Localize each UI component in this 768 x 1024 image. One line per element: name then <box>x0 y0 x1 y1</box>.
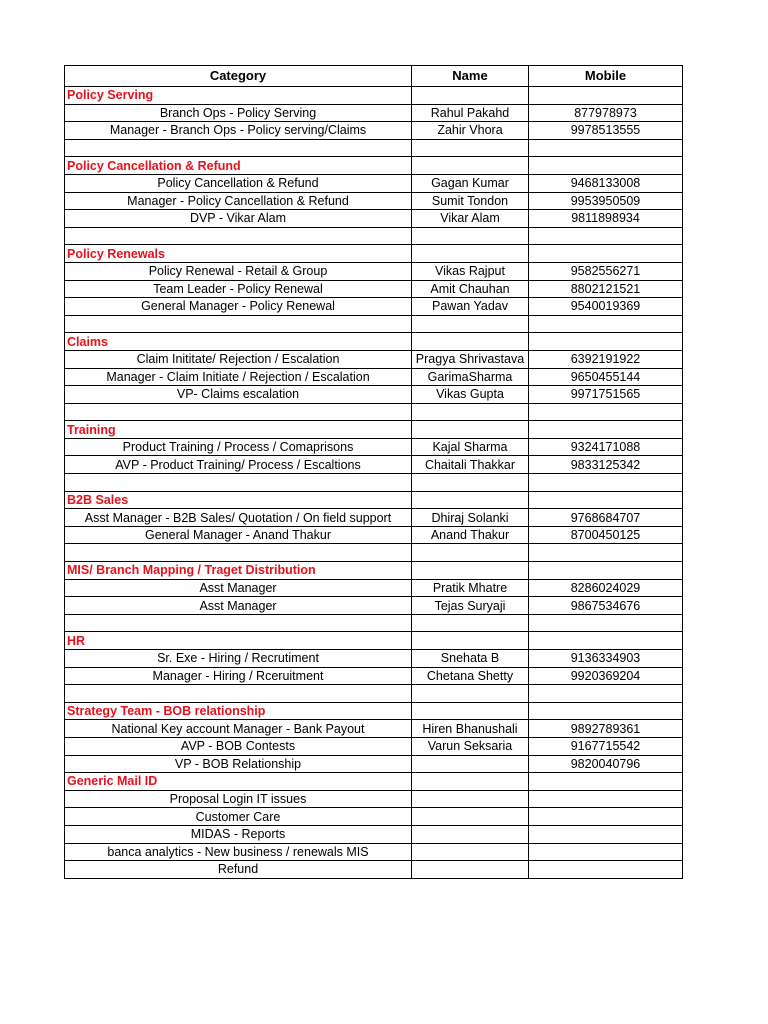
table-row <box>65 350 683 368</box>
mobile-cell: 9468133008 <box>529 174 683 192</box>
mobile-cell <box>529 790 683 808</box>
mobile-cell: 9833125342 <box>529 456 683 474</box>
mobile-cell: 9136334903 <box>529 650 683 668</box>
section-header-row <box>65 702 683 720</box>
name-cell <box>412 562 529 580</box>
name-cell: Hiren Bhanushali <box>412 720 529 738</box>
table-row <box>65 104 683 122</box>
category-cell: Claim Inititate/ Rejection / Escalation <box>65 350 412 368</box>
category-cell: Policy Renewal - Retail & Group <box>65 262 412 280</box>
table-row <box>65 650 683 668</box>
name-cell <box>412 614 529 632</box>
name-cell <box>412 808 529 826</box>
section-title: Generic Mail ID <box>65 773 412 791</box>
mobile-cell: 9650455144 <box>529 368 683 386</box>
mobile-cell: 9820040796 <box>529 755 683 773</box>
name-cell: Chetana Shetty <box>412 667 529 685</box>
category-cell: AVP - Product Training/ Process / Escaltions <box>65 456 412 474</box>
mobile-cell <box>529 843 683 861</box>
header-name: Name <box>412 66 529 87</box>
name-cell <box>412 825 529 843</box>
name-cell <box>412 544 529 562</box>
section-title: Policy Renewals <box>65 245 412 263</box>
table-row <box>65 843 683 861</box>
table-row <box>65 386 683 404</box>
name-cell: Pawan Yadav <box>412 298 529 316</box>
name-cell: Varun Seksaria <box>412 737 529 755</box>
category-cell: DVP - Vikar Alam <box>65 210 412 228</box>
category-cell: Manager - Branch Ops - Policy serving/Claims <box>65 122 412 140</box>
category-cell: Product Training / Process / Comaprisons <box>65 438 412 456</box>
name-cell: Pratik Mhatre <box>412 579 529 597</box>
section-title: Training <box>65 421 412 439</box>
blank-row <box>65 474 683 492</box>
mobile-cell: 877978973 <box>529 104 683 122</box>
name-cell: Vikas Gupta <box>412 386 529 404</box>
mobile-cell <box>529 87 683 105</box>
table-row <box>65 122 683 140</box>
category-cell: General Manager - Anand Thakur <box>65 526 412 544</box>
blank-row <box>65 227 683 245</box>
mobile-cell: 9892789361 <box>529 720 683 738</box>
name-cell: Rahul Pakahd <box>412 104 529 122</box>
name-cell <box>412 315 529 333</box>
table-row <box>65 825 683 843</box>
table-row <box>65 597 683 615</box>
mobile-cell <box>529 544 683 562</box>
mobile-cell <box>529 685 683 703</box>
name-cell <box>412 403 529 421</box>
category-cell: Asst Manager <box>65 579 412 597</box>
section-header-row <box>65 632 683 650</box>
category-cell: Refund <box>65 861 412 879</box>
mobile-cell <box>529 614 683 632</box>
mobile-cell: 9971751565 <box>529 386 683 404</box>
mobile-cell: 9167715542 <box>529 737 683 755</box>
mobile-cell <box>529 491 683 509</box>
section-header-row <box>65 245 683 263</box>
mobile-cell: 8802121521 <box>529 280 683 298</box>
table-row <box>65 438 683 456</box>
name-cell: Anand Thakur <box>412 526 529 544</box>
section-title: Policy Serving <box>65 87 412 105</box>
category-cell: MIDAS - Reports <box>65 825 412 843</box>
category-cell: VP - BOB Relationship <box>65 755 412 773</box>
table-row <box>65 790 683 808</box>
section-header-row <box>65 157 683 175</box>
category-cell: Proposal Login IT issues <box>65 790 412 808</box>
mobile-cell <box>529 773 683 791</box>
table-row <box>65 192 683 210</box>
section-title: HR <box>65 632 412 650</box>
name-cell <box>412 87 529 105</box>
name-cell: Chaitali Thakkar <box>412 456 529 474</box>
blank-row <box>65 614 683 632</box>
category-cell: Manager - Claim Initiate / Rejection / Escalation <box>65 368 412 386</box>
table-row <box>65 755 683 773</box>
mobile-cell: 9978513555 <box>529 122 683 140</box>
mobile-cell <box>529 245 683 263</box>
name-cell: Zahir Vhora <box>412 122 529 140</box>
mobile-cell <box>529 227 683 245</box>
category-cell <box>65 685 412 703</box>
contact-table <box>64 65 683 879</box>
blank-row <box>65 544 683 562</box>
mobile-cell: 9953950509 <box>529 192 683 210</box>
name-cell: Dhiraj Solanki <box>412 509 529 527</box>
section-title: Strategy Team - BOB relationship <box>65 702 412 720</box>
name-cell <box>412 843 529 861</box>
category-cell <box>65 315 412 333</box>
category-cell: AVP - BOB Contests <box>65 737 412 755</box>
section-header-row <box>65 491 683 509</box>
name-cell: Sumit Tondon <box>412 192 529 210</box>
category-cell: Manager - Hiring / Rceruitment <box>65 667 412 685</box>
mobile-cell <box>529 632 683 650</box>
table-row <box>65 280 683 298</box>
table-row <box>65 737 683 755</box>
name-cell <box>412 632 529 650</box>
table-row <box>65 667 683 685</box>
name-cell <box>412 491 529 509</box>
category-cell <box>65 227 412 245</box>
table-row <box>65 526 683 544</box>
mobile-cell <box>529 562 683 580</box>
name-cell <box>412 139 529 157</box>
table-row <box>65 456 683 474</box>
category-cell: Asst Manager - B2B Sales/ Quotation / On field support <box>65 509 412 527</box>
mobile-cell <box>529 474 683 492</box>
mobile-cell: 9867534676 <box>529 597 683 615</box>
category-cell: Policy Cancellation & Refund <box>65 174 412 192</box>
section-header-row <box>65 562 683 580</box>
mobile-cell <box>529 333 683 351</box>
mobile-cell <box>529 861 683 879</box>
category-cell: Team Leader - Policy Renewal <box>65 280 412 298</box>
name-cell <box>412 227 529 245</box>
mobile-cell: 8286024029 <box>529 579 683 597</box>
category-cell <box>65 614 412 632</box>
category-cell: banca analytics - New business / renewals MIS <box>65 843 412 861</box>
mobile-cell <box>529 315 683 333</box>
name-cell: GarimaSharma <box>412 368 529 386</box>
mobile-cell <box>529 139 683 157</box>
section-header-row <box>65 87 683 105</box>
category-cell: Branch Ops - Policy Serving <box>65 104 412 122</box>
name-cell: Pragya Shrivastava <box>412 350 529 368</box>
section-title: MIS/ Branch Mapping / Traget Distribution <box>65 562 412 580</box>
table-row <box>65 262 683 280</box>
name-cell <box>412 861 529 879</box>
mobile-cell: 9768684707 <box>529 509 683 527</box>
section-header-row <box>65 773 683 791</box>
mobile-cell: 9811898934 <box>529 210 683 228</box>
section-title: Policy Cancellation & Refund <box>65 157 412 175</box>
name-cell <box>412 773 529 791</box>
blank-row <box>65 403 683 421</box>
mobile-cell: 8700450125 <box>529 526 683 544</box>
mobile-cell <box>529 825 683 843</box>
blank-row <box>65 315 683 333</box>
category-cell <box>65 544 412 562</box>
name-cell <box>412 333 529 351</box>
category-cell: Customer Care <box>65 808 412 826</box>
name-cell: Vikar Alam <box>412 210 529 228</box>
blank-row <box>65 685 683 703</box>
name-cell: Gagan Kumar <box>412 174 529 192</box>
category-cell: General Manager - Policy Renewal <box>65 298 412 316</box>
mobile-cell: 9920369204 <box>529 667 683 685</box>
mobile-cell: 6392191922 <box>529 350 683 368</box>
name-cell: Vikas Rajput <box>412 262 529 280</box>
section-title: B2B Sales <box>65 491 412 509</box>
mobile-cell: 9540019369 <box>529 298 683 316</box>
name-cell <box>412 685 529 703</box>
name-cell: Amit Chauhan <box>412 280 529 298</box>
section-header-row <box>65 421 683 439</box>
mobile-cell <box>529 157 683 175</box>
table-row <box>65 579 683 597</box>
category-cell: Sr. Exe - Hiring / Recrutiment <box>65 650 412 668</box>
mobile-cell <box>529 421 683 439</box>
name-cell <box>412 421 529 439</box>
table-row <box>65 368 683 386</box>
category-cell: National Key account Manager - Bank Payout <box>65 720 412 738</box>
table-row <box>65 808 683 826</box>
name-cell <box>412 702 529 720</box>
name-cell <box>412 474 529 492</box>
name-cell: Tejas Suryaji <box>412 597 529 615</box>
header-mobile: Mobile <box>529 66 683 87</box>
table-row <box>65 861 683 879</box>
blank-row <box>65 139 683 157</box>
name-cell <box>412 790 529 808</box>
category-cell <box>65 474 412 492</box>
table-row <box>65 298 683 316</box>
category-cell: VP- Claims escalation <box>65 386 412 404</box>
name-cell <box>412 157 529 175</box>
section-title: Claims <box>65 333 412 351</box>
table-row <box>65 174 683 192</box>
category-cell: Manager - Policy Cancellation & Refund <box>65 192 412 210</box>
mobile-cell: 9324171088 <box>529 438 683 456</box>
section-header-row <box>65 333 683 351</box>
category-cell: Asst Manager <box>65 597 412 615</box>
name-cell <box>412 755 529 773</box>
mobile-cell <box>529 808 683 826</box>
name-cell: Snehata B <box>412 650 529 668</box>
mobile-cell: 9582556271 <box>529 262 683 280</box>
name-cell <box>412 245 529 263</box>
header-category: Category <box>65 66 412 87</box>
mobile-cell <box>529 403 683 421</box>
table-row <box>65 720 683 738</box>
table-header-row <box>65 66 683 87</box>
name-cell: Kajal Sharma <box>412 438 529 456</box>
table-row <box>65 210 683 228</box>
mobile-cell <box>529 702 683 720</box>
category-cell <box>65 139 412 157</box>
table-row <box>65 509 683 527</box>
category-cell <box>65 403 412 421</box>
